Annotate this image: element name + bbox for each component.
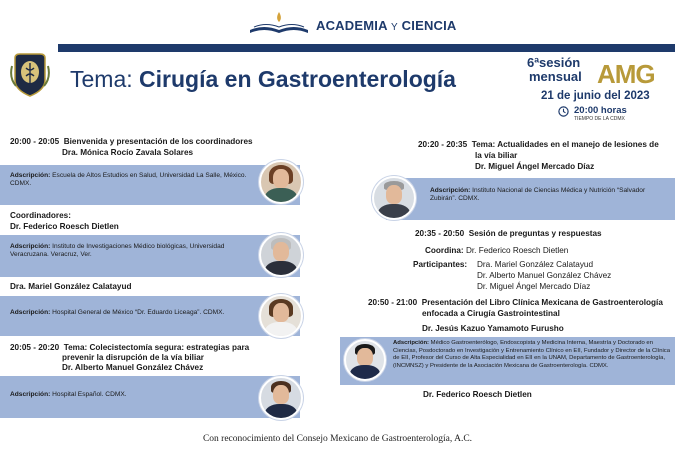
brand-name: ACADEMIA Y CIENCIA: [316, 18, 457, 33]
event-time: 20:00 horas: [574, 105, 627, 116]
time-zone: TIEMPO DE LA CDMX: [574, 116, 625, 122]
s4-header: 20:35 - 20:50 Sesión de preguntas y respuestas: [415, 229, 602, 238]
avatar-zavala: [259, 160, 303, 204]
avatar-yamamoto: [344, 339, 386, 381]
s5-title-line2: enfocada a Cirugía Gastrointestinal: [422, 309, 560, 318]
book-flame-icon: [246, 8, 312, 38]
s2-title-line2: prevenir la disrupción de la vía biliar: [62, 353, 204, 362]
shield-seal-icon: [10, 52, 50, 98]
avatar-roesch: [259, 233, 303, 277]
s3-title-line2: la vía biliar: [475, 151, 518, 160]
coordinator-gonzalez: Dra. Mariel González Calatayud: [10, 282, 132, 291]
clock-icon: [558, 104, 569, 115]
avatar-mercado: [372, 176, 416, 220]
s1-header: 20:00 - 20:05 Bienvenida y presentación de los coordinadores: [10, 137, 253, 146]
closing-speaker: Dr. Federico Roesch Dietlen: [423, 390, 532, 399]
s5-header: 20:50 - 21:00 Presentación del Libro Clínica Mexicana de Gastroenterología: [368, 298, 663, 307]
s5-speaker: Dr. Jesús Kazuo Yamamoto Furusho: [422, 324, 564, 333]
s2-speaker: Dr. Alberto Manuel González Chávez: [62, 363, 204, 372]
s4-participants-label: Participantes:: [413, 260, 468, 269]
s4-participant-3: Dr. Miguel Ángel Mercado Díaz: [477, 282, 591, 291]
page-title: Tema: Cirugía en Gastroenterología: [70, 66, 456, 92]
session-badge: 6ªsesión mensual AMG: [527, 55, 655, 89]
s4-participant-1: Dra. Mariel González Calatayud: [477, 260, 594, 269]
academia-logo: [246, 8, 312, 38]
c1-adscription: Adscripción: Instituto de Investigaciones Médico biológicas, Universidad Veracruzana. Veracruz, Ver.: [10, 243, 225, 258]
coordinators-label: Coordinadores:: [10, 211, 71, 220]
event-date: 21 de junio del 2023: [541, 90, 650, 102]
s2-adscription: Adscripción: Hospital Español. CDMX.: [10, 391, 127, 398]
coordinator-roesch: Dr. Federico Roesch Dietlen: [10, 222, 119, 231]
s3-adscription: Adscripción: Instituto Nacional de Ciencias Médica y Nutrición “Salvador Zubirán”. CDMX.: [430, 187, 646, 202]
seal-logo: [10, 52, 50, 98]
amg-brand: AMG: [597, 59, 655, 89]
s1-speaker: Dra. Mónica Rocío Zavala Solares: [62, 148, 194, 157]
s3-speaker: Dr. Miguel Ángel Mercado Díaz: [475, 162, 595, 171]
s4-participant-2: Dr. Alberto Manuel González Chávez: [477, 271, 612, 280]
s4-coordinator: Coordina: Dr. Federico Roesch Dietlen: [425, 246, 569, 255]
avatar-gonzalez-chavez: [259, 376, 303, 420]
header-bar: [58, 44, 675, 52]
s2-header: 20:05 - 20:20 Tema: Colecistectomía segura: estrategias para: [10, 343, 250, 352]
s3-header: 20:20 - 20:35 Tema: Actualidades en el manejo de lesiones de: [418, 140, 659, 149]
s1-adscription: Adscripción: Escuela de Altos Estudios en Salud, Universidad La Salle, México. CDMX.: [10, 172, 247, 187]
avatar-calatayud: [259, 294, 303, 338]
s5-adscription: Adscripción: Médico Gastroenterólogo, Endoscopista y Medicina Interna, Maestría y Doctorado en Ciencias, Posdoctorado en Investigación y Entrenamiento Clínico en EII, Fundador y Director de la Clínica de EII, Profesor del Curso de Alta Especialidad en EII en la UNAM, Departamento de Gastroenterología, (INCMNSZ) y Presidente de la Asociación Mexicana de Gastroenterología. CDMX.: [393, 340, 671, 369]
footer-text: Con reconocimiento del Consejo Mexicano de Gastroenterología, A.C.: [202, 434, 473, 444]
c2-adscription: Adscripción: Hospital General de México “Dr. Eduardo Liceaga”. CDMX.: [10, 309, 225, 316]
